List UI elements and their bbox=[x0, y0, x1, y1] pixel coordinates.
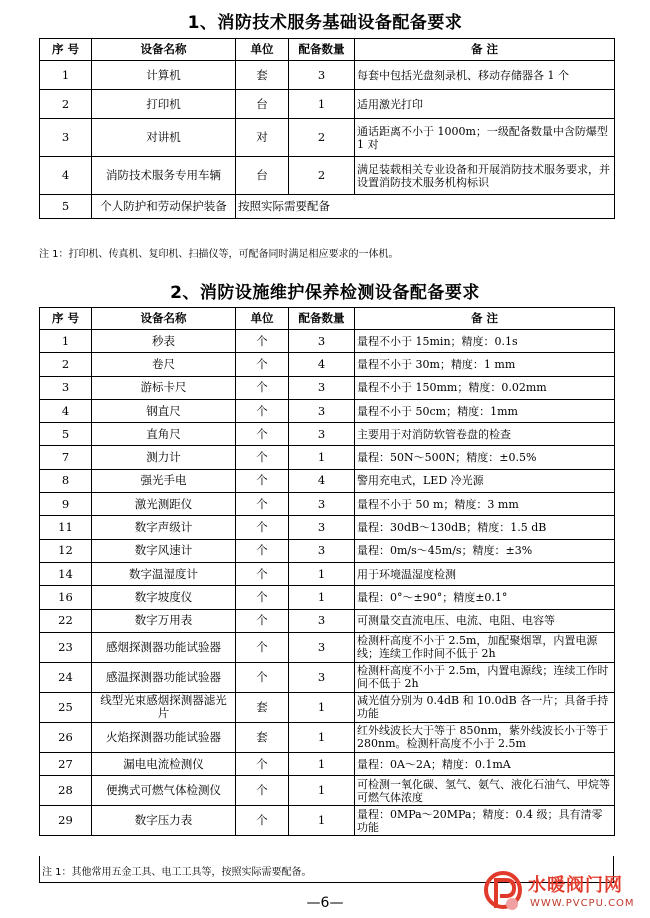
cell-note: 通话距离不小于 1000m；一级配备数量中含防爆型 1 对 bbox=[355, 119, 615, 157]
cell-qty: 1 bbox=[289, 722, 355, 752]
cell-note: 可测量交直流电压、电流、电阻、电容等 bbox=[355, 609, 615, 632]
cell-name: 计算机 bbox=[92, 61, 236, 90]
table-row bbox=[40, 330, 615, 353]
header-qty: 配备数量 bbox=[289, 39, 355, 61]
cell-name: 数字压力表 bbox=[92, 806, 236, 836]
cell-unit: 个 bbox=[236, 516, 289, 539]
cell-name: 卷尺 bbox=[92, 353, 236, 376]
header-no: 序 号 bbox=[40, 39, 92, 61]
cell-name: 游标卡尺 bbox=[92, 376, 236, 399]
cell-no: 2 bbox=[40, 90, 92, 119]
cell-unit: 个 bbox=[236, 806, 289, 836]
cell-name: 强光手电 bbox=[92, 469, 236, 492]
cell-no: 4 bbox=[40, 399, 92, 422]
cell-qty: 3 bbox=[289, 609, 355, 632]
table-row bbox=[40, 516, 615, 539]
cell-name: 打印机 bbox=[92, 90, 236, 119]
section2-footnote: 注 1：其他常用五金工具、电工工具等，按照实际需要配备。 bbox=[42, 867, 312, 878]
cell-no: 4 bbox=[40, 157, 92, 195]
cell-note: 检测杆高度不小于 2.5m，内置电源线；连续工作时间不低于 2h bbox=[355, 662, 615, 692]
cell-note: 量程：50N～500N；精度：±0.5% bbox=[355, 446, 615, 469]
table-row bbox=[40, 609, 615, 632]
cell-unit: 台 bbox=[236, 157, 289, 195]
header-no: 序 号 bbox=[40, 308, 92, 330]
cell-unit: 个 bbox=[236, 752, 289, 775]
cell-no: 8 bbox=[40, 469, 92, 492]
cell-qty: 3 bbox=[289, 61, 355, 90]
table-row bbox=[40, 539, 615, 562]
cell-name: 数字坡度仪 bbox=[92, 586, 236, 609]
table-row bbox=[40, 399, 615, 422]
cell-no: 9 bbox=[40, 493, 92, 516]
cell-unit: 个 bbox=[236, 776, 289, 806]
cell-note: 量程：30dB～130dB；精度：1.5 dB bbox=[355, 516, 615, 539]
cell-qty: 3 bbox=[289, 539, 355, 562]
cell-name: 钢直尺 bbox=[92, 399, 236, 422]
cell-no: 16 bbox=[40, 586, 92, 609]
table-row bbox=[40, 692, 615, 722]
cell-qty: 1 bbox=[289, 692, 355, 722]
cell-no: 27 bbox=[40, 752, 92, 775]
header-qty: 配备数量 bbox=[289, 308, 355, 330]
cell-note: 主要用于对消防软管卷盘的检查 bbox=[355, 423, 615, 446]
table-header-row bbox=[40, 308, 615, 330]
cell-no: 29 bbox=[40, 806, 92, 836]
table-row bbox=[40, 195, 615, 219]
cell-note: 量程：0A～2A；精度：0.1mA bbox=[355, 752, 615, 775]
table-row bbox=[40, 157, 615, 195]
table-row bbox=[40, 586, 615, 609]
table-row bbox=[40, 376, 615, 399]
cell-name: 感温探测器功能试验器 bbox=[92, 662, 236, 692]
table-row bbox=[40, 776, 615, 806]
cell-note: 每套中包括光盘刻录机、移动存储器各 1 个 bbox=[355, 61, 615, 90]
cell-note: 量程不小于 30m；精度：1 mm bbox=[355, 353, 615, 376]
cell-note: 量程不小于 150mm；精度：0.02mm bbox=[355, 376, 615, 399]
cell-no: 1 bbox=[40, 330, 92, 353]
cell-unit: 套 bbox=[236, 61, 289, 90]
cell-note: 量程：0MPa～20MPa；精度：0.4 级；具有清零功能 bbox=[355, 806, 615, 836]
cell-no: 3 bbox=[40, 376, 92, 399]
header-unit: 单位 bbox=[236, 308, 289, 330]
table-row bbox=[40, 469, 615, 492]
table-row bbox=[40, 353, 615, 376]
table-row bbox=[40, 722, 615, 752]
table-row bbox=[40, 423, 615, 446]
cell-unit: 套 bbox=[236, 722, 289, 752]
cell-name: 线型光束感烟探测器滤光片 bbox=[92, 692, 236, 722]
table-row bbox=[40, 493, 615, 516]
cell-qty: 1 bbox=[289, 752, 355, 775]
watermark-text: 水暖阀门网 bbox=[528, 875, 623, 896]
cell-note: 量程不小于 15min；精度：0.1s bbox=[355, 330, 615, 353]
cell-note: 减光值分别为 0.4dB 和 10.0dB 各一片；具备手持功能 bbox=[355, 692, 615, 722]
cell-qty: 1 bbox=[289, 446, 355, 469]
cell-no: 26 bbox=[40, 722, 92, 752]
cell-no: 22 bbox=[40, 609, 92, 632]
page-number: —6— bbox=[306, 895, 344, 911]
cell-name: 测力计 bbox=[92, 446, 236, 469]
cell-qty: 1 bbox=[289, 90, 355, 119]
cell-no: 11 bbox=[40, 516, 92, 539]
table-row bbox=[40, 446, 615, 469]
cell-note: 可检测一氧化碳、氢气、氨气、液化石油气、甲烷等可燃气体浓度 bbox=[355, 776, 615, 806]
equipment-table-maintenance bbox=[39, 307, 615, 836]
cell-no: 2 bbox=[40, 353, 92, 376]
section1-title: 1、消防技术服务基础设备配备要求 bbox=[187, 13, 463, 33]
cell-unit: 个 bbox=[236, 609, 289, 632]
section1-footnote: 注 1：打印机、传真机、复印机、扫描仪等，可配备同时满足相应要求的一体机。 bbox=[39, 249, 399, 260]
cell-note: 红外线波长大于等于 850nm，紫外线波长小于等于 280nm。检测杆高度不小于 2.5m bbox=[355, 722, 615, 752]
cell-no: 3 bbox=[40, 119, 92, 157]
table-row bbox=[40, 752, 615, 775]
cell-note: 警用充电式，LED 冷光源 bbox=[355, 469, 615, 492]
cell-no: 23 bbox=[40, 632, 92, 662]
cell-note: 量程不小于 50 m；精度：3 mm bbox=[355, 493, 615, 516]
cell-qty: 3 bbox=[289, 399, 355, 422]
cell-unit: 个 bbox=[236, 399, 289, 422]
cell-no: 7 bbox=[40, 446, 92, 469]
cell-no: 24 bbox=[40, 662, 92, 692]
cell-unit: 对 bbox=[236, 119, 289, 157]
watermark-url: WWW.PVCPU.COM bbox=[530, 898, 635, 909]
cell-name: 秒表 bbox=[92, 330, 236, 353]
cell-unit: 个 bbox=[236, 586, 289, 609]
cell-name: 激光测距仪 bbox=[92, 493, 236, 516]
header-name: 设备名称 bbox=[92, 39, 236, 61]
cell-name: 数字温湿度计 bbox=[92, 562, 236, 585]
cell-name: 直角尺 bbox=[92, 423, 236, 446]
cell-qty: 3 bbox=[289, 423, 355, 446]
cell-qty: 4 bbox=[289, 469, 355, 492]
cell-name: 感烟探测器功能试验器 bbox=[92, 632, 236, 662]
cell-unit: 个 bbox=[236, 423, 289, 446]
cell-note: 量程：0°～±90°；精度±0.1° bbox=[355, 586, 615, 609]
cell-qty: 1 bbox=[289, 806, 355, 836]
cell-qty: 3 bbox=[289, 662, 355, 692]
cell-unit: 台 bbox=[236, 90, 289, 119]
watermark bbox=[482, 868, 650, 918]
cell-name: 便携式可燃气体检测仪 bbox=[92, 776, 236, 806]
cell-unit: 个 bbox=[236, 493, 289, 516]
cell-name: 漏电电流检测仪 bbox=[92, 752, 236, 775]
cell-name: 数字万用表 bbox=[92, 609, 236, 632]
table-row bbox=[40, 90, 615, 119]
section2-title: 2、消防设施维护保养检测设备配备要求 bbox=[170, 283, 480, 303]
cell-note: 按照实际需要配备 bbox=[236, 195, 615, 219]
cell-no: 12 bbox=[40, 539, 92, 562]
cell-unit: 个 bbox=[236, 562, 289, 585]
cell-unit: 个 bbox=[236, 539, 289, 562]
cell-qty: 3 bbox=[289, 632, 355, 662]
cell-note: 满足装载相关专业设备和开展消防技术服务要求，并设置消防技术服务机构标识 bbox=[355, 157, 615, 195]
cell-note: 量程不小于 50cm；精度：1mm bbox=[355, 399, 615, 422]
cell-qty: 3 bbox=[289, 516, 355, 539]
cell-name: 个人防护和劳动保护装备 bbox=[92, 195, 236, 219]
table-row bbox=[40, 806, 615, 836]
cell-name: 数字声级计 bbox=[92, 516, 236, 539]
cell-qty: 1 bbox=[289, 562, 355, 585]
cell-no: 14 bbox=[40, 562, 92, 585]
cell-note: 检测杆高度不小于 2.5m，加配聚烟罩，内置电源线；连续工作时间不低于 2h bbox=[355, 632, 615, 662]
cell-no: 28 bbox=[40, 776, 92, 806]
cell-unit: 个 bbox=[236, 662, 289, 692]
header-note: 备 注 bbox=[355, 39, 615, 61]
cell-unit: 个 bbox=[236, 469, 289, 492]
cell-unit: 个 bbox=[236, 446, 289, 469]
header-unit: 单位 bbox=[236, 39, 289, 61]
cell-qty: 2 bbox=[289, 157, 355, 195]
table-header-row bbox=[40, 39, 615, 61]
cell-no: 25 bbox=[40, 692, 92, 722]
header-name: 设备名称 bbox=[92, 308, 236, 330]
cell-name: 数字风速计 bbox=[92, 539, 236, 562]
cell-no: 5 bbox=[40, 423, 92, 446]
header-note: 备 注 bbox=[355, 308, 615, 330]
cell-qty: 1 bbox=[289, 586, 355, 609]
cell-qty: 2 bbox=[289, 119, 355, 157]
cell-name: 消防技术服务专用车辆 bbox=[92, 157, 236, 195]
pv-logo-icon bbox=[482, 868, 524, 916]
cell-name: 对讲机 bbox=[92, 119, 236, 157]
cell-unit: 个 bbox=[236, 632, 289, 662]
cell-no: 5 bbox=[40, 195, 92, 219]
cell-name: 火焰探测器功能试验器 bbox=[92, 722, 236, 752]
table-row bbox=[40, 632, 615, 662]
cell-qty: 3 bbox=[289, 376, 355, 399]
table-row bbox=[40, 662, 615, 692]
cell-qty: 3 bbox=[289, 330, 355, 353]
cell-note: 用于环境温湿度检测 bbox=[355, 562, 615, 585]
cell-note: 适用激光打印 bbox=[355, 90, 615, 119]
cell-note: 量程：0m/s～45m/s；精度：±3% bbox=[355, 539, 615, 562]
cell-unit: 个 bbox=[236, 353, 289, 376]
cell-qty: 1 bbox=[289, 776, 355, 806]
cell-qty: 3 bbox=[289, 493, 355, 516]
cell-qty: 4 bbox=[289, 353, 355, 376]
cell-unit: 个 bbox=[236, 330, 289, 353]
equipment-table-basic bbox=[39, 38, 615, 219]
cell-no: 1 bbox=[40, 61, 92, 90]
table-row bbox=[40, 61, 615, 90]
cell-unit: 个 bbox=[236, 376, 289, 399]
table-row bbox=[40, 119, 615, 157]
table-row bbox=[40, 562, 615, 585]
cell-unit: 套 bbox=[236, 692, 289, 722]
